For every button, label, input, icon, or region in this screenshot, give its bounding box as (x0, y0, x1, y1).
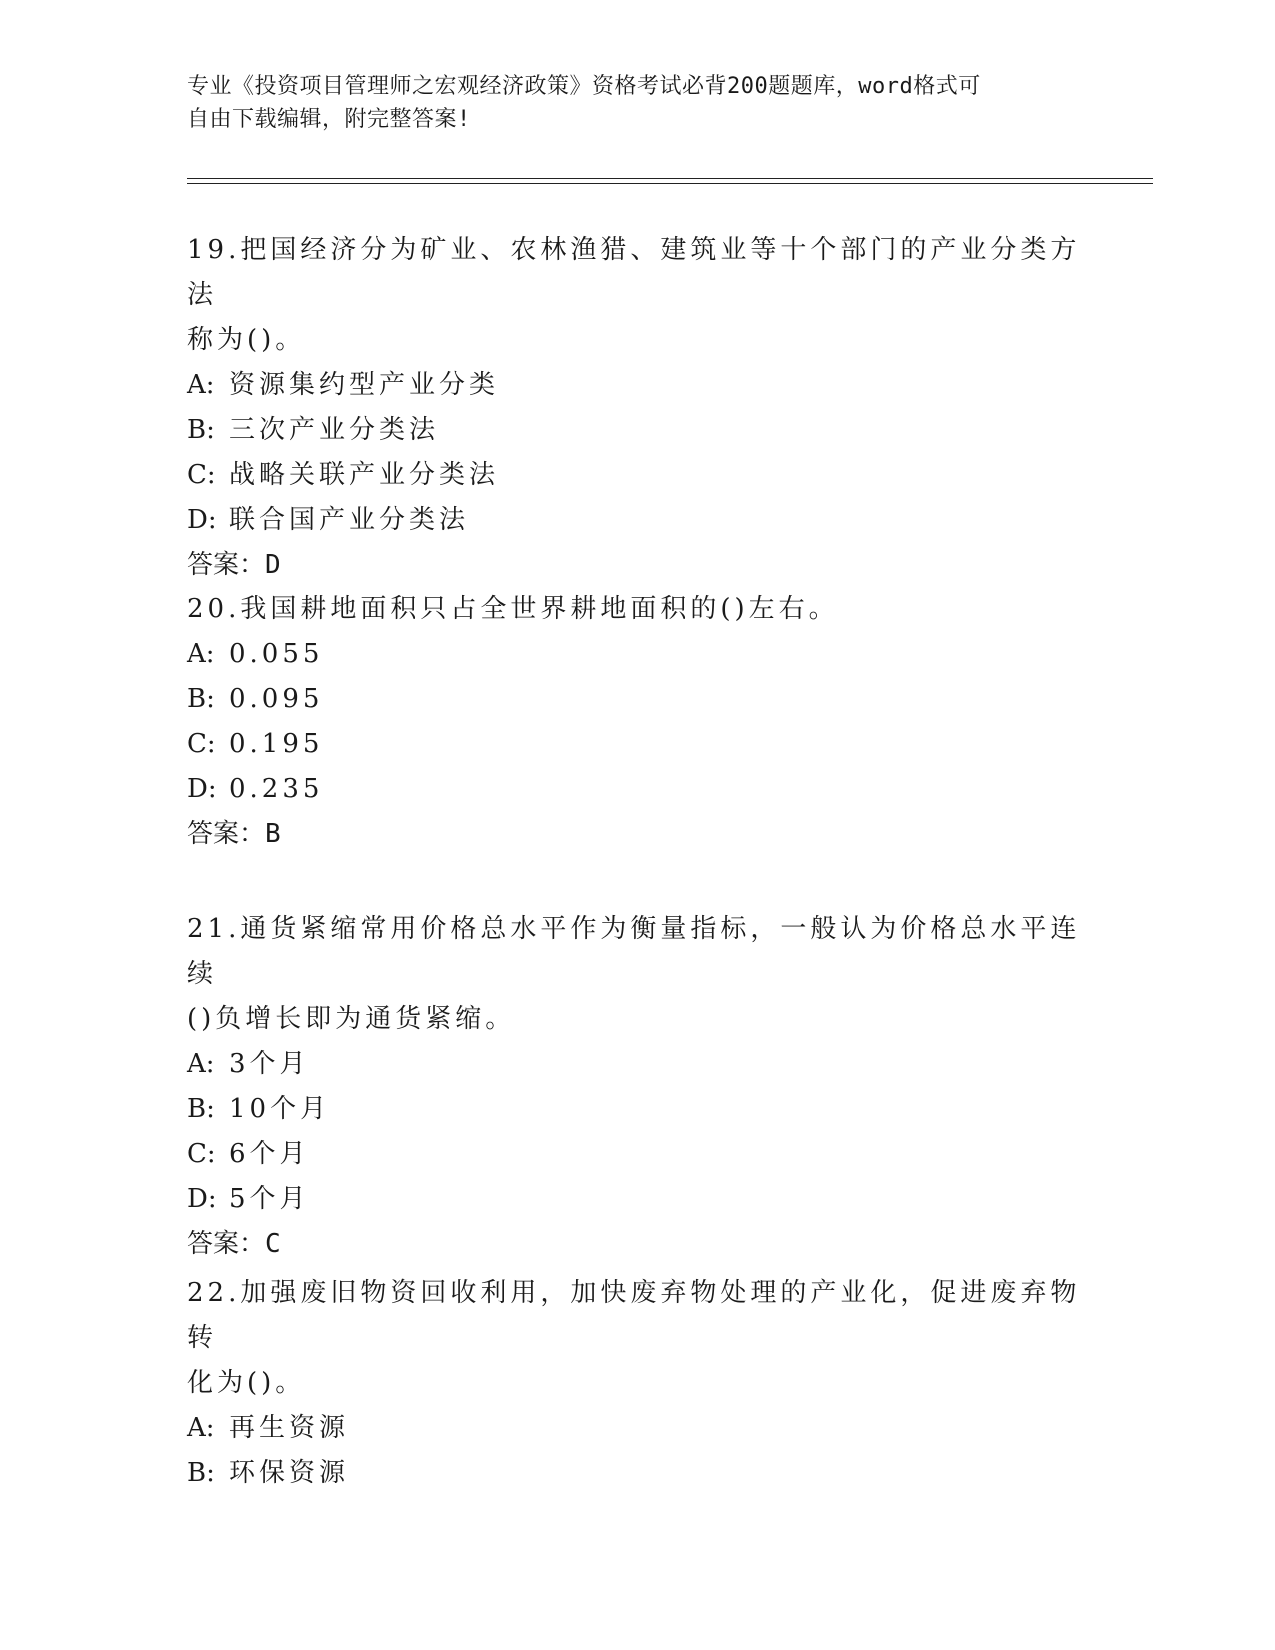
option-b (187, 677, 1087, 722)
question-21 (187, 907, 1087, 1267)
option-d (187, 1177, 1087, 1222)
option-b (187, 1087, 1087, 1132)
option-label: A: (187, 1049, 215, 1079)
option-label: D: (187, 1184, 217, 1214)
document-header (187, 70, 1067, 136)
answer: 答案：C (187, 1229, 281, 1259)
option-a (187, 1406, 1087, 1451)
option-c (187, 453, 1087, 498)
question-text-continued: 称为()。 (187, 325, 306, 355)
option-text: 6个月 (229, 1139, 310, 1169)
question-text-continued: 化为()。 (187, 1368, 306, 1398)
option-a (187, 1042, 1087, 1087)
question-text: 19.把国经济分为矿业、农林渔猎、建筑业等十个部门的产业分类方法 (187, 235, 1081, 310)
option-b (187, 408, 1087, 453)
question-text: 20.我国耕地面积只占全世界耕地面积的()左右。 (187, 594, 839, 624)
question-text-continued: ()负增长即为通货紧缩。 (187, 1004, 516, 1034)
option-label: C: (187, 729, 216, 759)
option-text: 0.235 (229, 774, 324, 804)
option-text: 3个月 (229, 1049, 310, 1079)
header-line-2: 自由下载编辑，附完整答案! (187, 107, 471, 132)
option-label: A: (187, 639, 215, 669)
option-text: 5个月 (229, 1184, 310, 1214)
option-c (187, 722, 1087, 767)
option-text: 0.055 (229, 639, 324, 669)
option-label: B: (187, 684, 215, 714)
answer: 答案：D (187, 550, 281, 580)
option-text: 再生资源 (229, 1413, 350, 1443)
option-text: 10个月 (229, 1094, 331, 1124)
option-c (187, 1132, 1087, 1177)
option-b (187, 1451, 1087, 1496)
answer: 答案：B (187, 819, 281, 849)
option-label: C: (187, 460, 216, 490)
option-text: 环保资源 (229, 1458, 350, 1488)
option-label: B: (187, 1094, 215, 1124)
option-label: D: (187, 505, 217, 535)
option-label: A: (187, 1413, 215, 1443)
option-text: 联合国产业分类法 (229, 505, 470, 535)
option-label: D: (187, 774, 217, 804)
header-divider-top (187, 178, 1153, 179)
option-a (187, 363, 1087, 408)
header-divider-bottom (187, 183, 1153, 184)
option-text: 0.195 (229, 729, 324, 759)
question-22 (187, 1271, 1087, 1496)
option-label: B: (187, 1458, 215, 1488)
option-text: 0.095 (229, 684, 324, 714)
question-19 (187, 228, 1087, 588)
option-label: C: (187, 1139, 216, 1169)
option-label: B: (187, 415, 215, 445)
header-line-1: 专业《投资项目管理师之宏观经济政策》资格考试必背200题题库，word格式可 (187, 74, 981, 99)
option-text: 资源集约型产业分类 (229, 370, 500, 400)
option-label: A: (187, 370, 215, 400)
question-text: 21.通货紧缩常用价格总水平作为衡量指标，一般认为价格总水平连续 (187, 914, 1081, 989)
option-d (187, 767, 1087, 812)
question-20 (187, 587, 1087, 857)
question-text: 22.加强废旧物资回收利用，加快废弃物处理的产业化，促进废弃物转 (187, 1278, 1081, 1353)
option-text: 三次产业分类法 (229, 415, 440, 445)
option-text: 战略关联产业分类法 (229, 460, 500, 490)
option-a (187, 632, 1087, 677)
option-d (187, 498, 1087, 543)
